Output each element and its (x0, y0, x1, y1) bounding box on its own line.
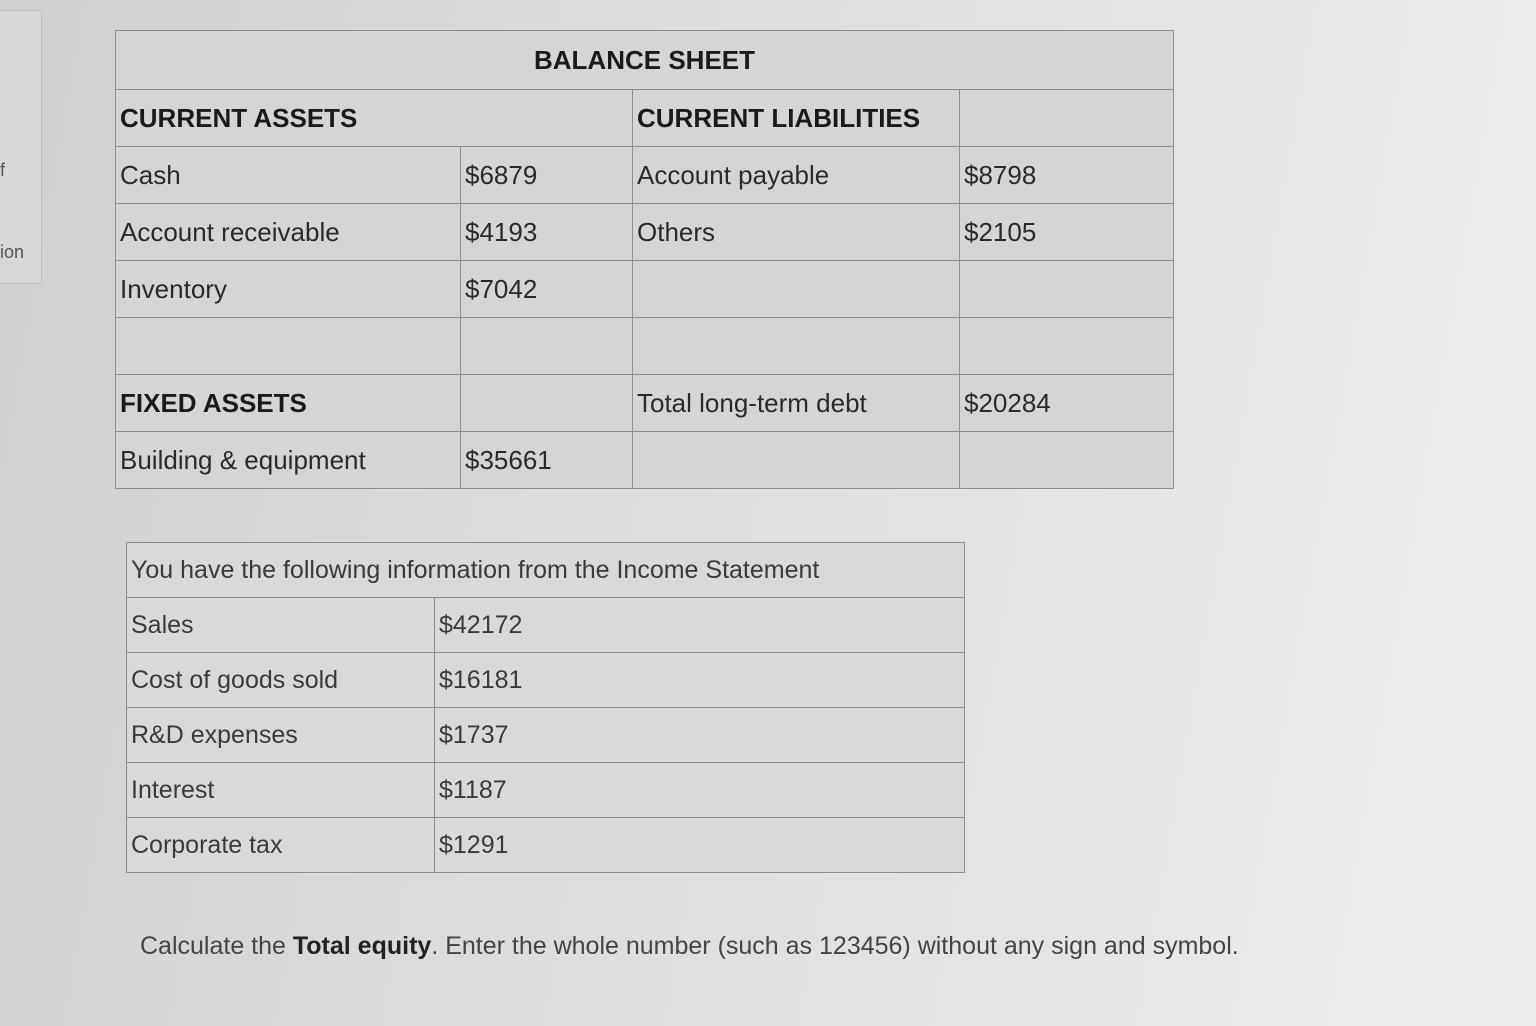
liability-value: $2105 (960, 204, 1174, 261)
income-value: $1187 (435, 763, 965, 818)
income-value: $1737 (435, 708, 965, 763)
empty-cell (461, 375, 633, 432)
long-term-debt-label: Total long-term debt (633, 375, 960, 432)
fixed-asset-label: Building & equipment (116, 432, 461, 489)
income-value: $42172 (435, 598, 965, 653)
income-label: Cost of goods sold (127, 653, 435, 708)
income-label: R&D expenses (127, 708, 435, 763)
liability-value: $8798 (960, 147, 1174, 204)
asset-label: Inventory (116, 261, 461, 318)
income-label: Sales (127, 598, 435, 653)
long-term-debt-value: $20284 (960, 375, 1174, 432)
asset-value: $7042 (461, 261, 633, 318)
question-bold: Total equity (292, 932, 432, 960)
empty-cell (633, 261, 960, 318)
empty-cell (960, 261, 1174, 318)
fixed-assets-header: FIXED ASSETS (116, 375, 461, 432)
empty-cell (633, 318, 960, 375)
fixed-asset-value: $35661 (461, 432, 633, 489)
side-text-1: f (0, 160, 6, 180)
empty-cell (633, 432, 960, 489)
income-label: Interest (127, 763, 435, 818)
asset-value: $4193 (461, 204, 633, 261)
question-prefix: Calculate the (140, 932, 293, 960)
income-statement-header: You have the following information from the Income Statement (127, 543, 965, 598)
income-value: $1291 (435, 818, 965, 873)
side-text-2: ion (0, 242, 25, 262)
liability-label: Others (633, 204, 960, 261)
empty-cell (960, 90, 1174, 147)
question-suffix: . Enter the whole number (such as 123456) without any sign and symbol. (431, 932, 1239, 960)
empty-cell (960, 432, 1174, 489)
empty-cell (461, 318, 633, 375)
asset-value: $6879 (461, 147, 633, 204)
asset-label: Account receivable (116, 204, 461, 261)
income-label: Corporate tax (127, 818, 435, 873)
question-text (140, 932, 1239, 961)
liability-label: Account payable (633, 147, 960, 204)
balance-sheet-table (115, 30, 1174, 489)
income-value: $16181 (435, 653, 965, 708)
asset-label: Cash (116, 147, 461, 204)
current-liabilities-header: CURRENT LIABILITIES (633, 90, 960, 147)
empty-cell (960, 318, 1174, 375)
current-assets-header: CURRENT ASSETS (116, 90, 633, 147)
income-statement-table (126, 542, 965, 873)
empty-cell (116, 318, 461, 375)
balance-sheet-title: BALANCE SHEET (116, 31, 1174, 90)
